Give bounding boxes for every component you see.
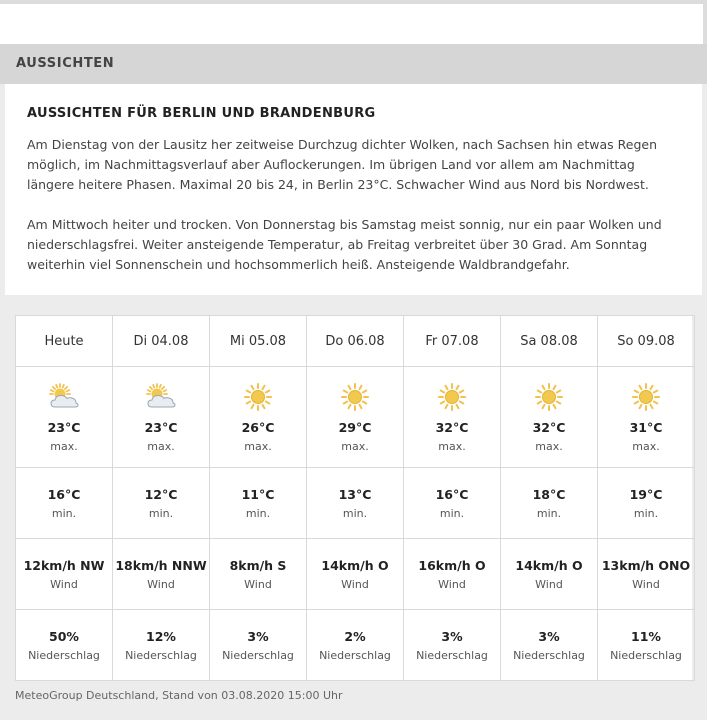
wind-label: Wind bbox=[632, 577, 660, 591]
min-temp-label: min. bbox=[245, 506, 271, 520]
precipitation-value: 3% bbox=[441, 628, 463, 644]
wind-value: 14km/h O bbox=[321, 557, 389, 573]
rain-row bbox=[16, 610, 695, 681]
wind-cell bbox=[210, 539, 307, 610]
min-temp-cell bbox=[210, 468, 307, 539]
wind-cell bbox=[16, 539, 113, 610]
partly-cloudy-icon bbox=[47, 382, 81, 412]
min-temp-label: min. bbox=[633, 506, 659, 520]
sun-icon bbox=[532, 382, 566, 412]
section-header bbox=[0, 44, 707, 84]
precipitation-label: Niederschlag bbox=[125, 648, 197, 662]
min-temp-label: min. bbox=[439, 506, 465, 520]
max-temp-value: 23°C bbox=[144, 419, 178, 435]
forecast-heading: AUSSICHTEN FÜR BERLIN UND BRANDENBURG bbox=[27, 106, 376, 121]
section-title: AUSSICHTEN bbox=[16, 56, 115, 71]
max-temp-cell bbox=[404, 367, 501, 468]
min-temp-value: 18°C bbox=[532, 486, 566, 502]
max-temp-cell bbox=[210, 367, 307, 468]
min-temp-cell bbox=[404, 468, 501, 539]
day-header-cell bbox=[113, 316, 210, 367]
max-temp-cell bbox=[501, 367, 598, 468]
wind-cell bbox=[598, 539, 695, 610]
top-divider bbox=[0, 0, 707, 4]
forecast-text-panel bbox=[5, 84, 702, 295]
wind-cell bbox=[404, 539, 501, 610]
max-temp-label: max. bbox=[535, 439, 563, 453]
day-label: So 09.08 bbox=[617, 333, 675, 349]
max-temp-label: max. bbox=[341, 439, 369, 453]
min-temp-value: 13°C bbox=[338, 486, 372, 502]
top-right-divider bbox=[703, 0, 707, 44]
max-temp-label: max. bbox=[632, 439, 660, 453]
max-temp-label: max. bbox=[50, 439, 78, 453]
max-temp-cell bbox=[598, 367, 695, 468]
max-temp-value: 23°C bbox=[47, 419, 81, 435]
forecast-table bbox=[15, 315, 692, 681]
precipitation-cell bbox=[404, 610, 501, 681]
outlook-section bbox=[0, 44, 707, 720]
precipitation-value: 3% bbox=[538, 628, 560, 644]
day-header-cell bbox=[307, 316, 404, 367]
max-row bbox=[16, 367, 695, 468]
wind-label: Wind bbox=[535, 577, 563, 591]
precipitation-cell bbox=[113, 610, 210, 681]
sun-icon bbox=[338, 382, 372, 412]
min-temp-cell bbox=[113, 468, 210, 539]
precipitation-value: 2% bbox=[344, 628, 366, 644]
min-temp-label: min. bbox=[51, 506, 77, 520]
precipitation-cell bbox=[501, 610, 598, 681]
min-temp-value: 19°C bbox=[629, 486, 663, 502]
min-temp-label: min. bbox=[536, 506, 562, 520]
day-header-cell bbox=[501, 316, 598, 367]
min-temp-cell bbox=[16, 468, 113, 539]
precipitation-label: Niederschlag bbox=[28, 648, 100, 662]
max-temp-cell bbox=[113, 367, 210, 468]
wind-value: 18km/h NNW bbox=[115, 557, 207, 573]
day-label: Fr 07.08 bbox=[425, 333, 479, 349]
min-temp-label: min. bbox=[148, 506, 174, 520]
min-temp-value: 12°C bbox=[144, 486, 178, 502]
wind-value: 8km/h S bbox=[229, 557, 287, 573]
precipitation-value: 12% bbox=[146, 628, 176, 644]
wind-value: 16km/h O bbox=[418, 557, 486, 573]
max-temp-label: max. bbox=[147, 439, 175, 453]
partly-cloudy-icon bbox=[144, 382, 178, 412]
day-label: Do 06.08 bbox=[325, 333, 385, 349]
precipitation-value: 3% bbox=[247, 628, 269, 644]
wind-label: Wind bbox=[244, 577, 272, 591]
max-temp-value: 31°C bbox=[629, 419, 663, 435]
day-label: Sa 08.08 bbox=[520, 333, 578, 349]
min-temp-cell bbox=[598, 468, 695, 539]
forecast-paragraph-1: Am Dienstag von der Lausitz her zeitweise Durchzug dichter Wolken, nach Sachsen hin etwas Regen möglich, im Nachmittagsverlauf aber Auflockerungen. Im übrigen Land vor allem am Nachmittag längere heitere Phasen. Maximal 20 bis 24, in Berlin 23°C. Schwacher Wind aus Nord bis Nordwest. bbox=[27, 137, 658, 192]
day-label: Heute bbox=[44, 333, 84, 349]
day-label: Di 04.08 bbox=[133, 333, 189, 349]
precipitation-cell bbox=[210, 610, 307, 681]
sun-icon bbox=[241, 382, 275, 412]
max-temp-value: 29°C bbox=[338, 419, 372, 435]
precipitation-cell bbox=[16, 610, 113, 681]
day-header-cell bbox=[16, 316, 113, 367]
min-temp-value: 16°C bbox=[47, 486, 81, 502]
forecast-paragraph-2: Am Mittwoch heiter und trocken. Von Donnerstag bis Samstag meist sonnig, nur ein paar Wolken und niederschlagsfrei. Weiter ansteigende Temperatur, ab Freitag verbreitet über 30 Grad. Am Sonntag weiterhin viel Sonnenschein und hochsommerlich heiß. Ansteigende Waldbrandgefahr. bbox=[27, 217, 662, 272]
day-header-cell bbox=[598, 316, 695, 367]
wind-label: Wind bbox=[438, 577, 466, 591]
precipitation-value: 11% bbox=[631, 628, 661, 644]
max-temp-cell bbox=[307, 367, 404, 468]
min-temp-label: min. bbox=[342, 506, 368, 520]
forecast-grid bbox=[15, 315, 695, 681]
min-temp-value: 16°C bbox=[435, 486, 469, 502]
sun-icon bbox=[629, 382, 663, 412]
wind-value: 14km/h O bbox=[515, 557, 583, 573]
precipitation-label: Niederschlag bbox=[610, 648, 682, 662]
day-header-cell bbox=[404, 316, 501, 367]
day-header-cell bbox=[210, 316, 307, 367]
precipitation-cell bbox=[598, 610, 695, 681]
wind-cell bbox=[307, 539, 404, 610]
wind-row bbox=[16, 539, 695, 610]
wind-cell bbox=[501, 539, 598, 610]
precipitation-label: Niederschlag bbox=[319, 648, 391, 662]
max-temp-value: 32°C bbox=[532, 419, 566, 435]
min-temp-cell bbox=[307, 468, 404, 539]
precipitation-cell bbox=[307, 610, 404, 681]
min-temp-cell bbox=[501, 468, 598, 539]
precipitation-value: 50% bbox=[49, 628, 79, 644]
day-row bbox=[16, 316, 695, 367]
max-temp-label: max. bbox=[438, 439, 466, 453]
wind-label: Wind bbox=[341, 577, 369, 591]
max-temp-value: 26°C bbox=[241, 419, 275, 435]
wind-cell bbox=[113, 539, 210, 610]
precipitation-label: Niederschlag bbox=[513, 648, 585, 662]
min-row bbox=[16, 468, 695, 539]
wind-value: 13km/h ONO bbox=[601, 557, 691, 573]
source-footer: MeteoGroup Deutschland, Stand von 03.08.2020 15:00 Uhr bbox=[15, 689, 343, 702]
min-temp-value: 11°C bbox=[241, 486, 275, 502]
max-temp-cell bbox=[16, 367, 113, 468]
precipitation-label: Niederschlag bbox=[416, 648, 488, 662]
max-temp-value: 32°C bbox=[435, 419, 469, 435]
wind-label: Wind bbox=[50, 577, 78, 591]
sun-icon bbox=[435, 382, 469, 412]
day-label: Mi 05.08 bbox=[229, 333, 287, 349]
wind-value: 12km/h NW bbox=[23, 557, 105, 573]
max-temp-label: max. bbox=[244, 439, 272, 453]
precipitation-label: Niederschlag bbox=[222, 648, 294, 662]
wind-label: Wind bbox=[147, 577, 175, 591]
